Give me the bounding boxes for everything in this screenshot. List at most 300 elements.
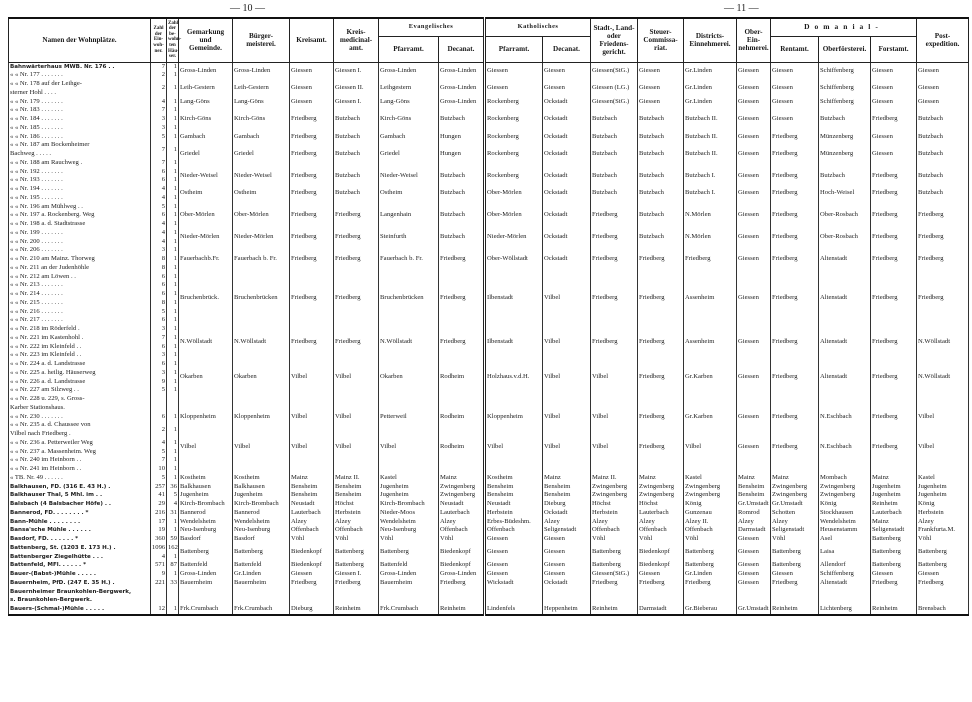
kath-pfarramt-cell: Neustadt: [485, 500, 543, 509]
haeuser-count: 5: [167, 491, 179, 500]
kreisamt-cell: Vilbel: [290, 421, 334, 474]
header-gemarkung: Gemarkung und Gemeinde.: [179, 18, 233, 62]
gemarkung-cell: Frk.Crumbach: [179, 605, 233, 615]
wohnplatz-name: Bauers-(Schmal-)Mühle . . . . .: [9, 605, 151, 615]
districts-einnehmerei-cell: Gr.Karben: [684, 360, 737, 395]
header-rentamt: Rentamt.: [771, 36, 819, 62]
gericht-cell: Friedberg: [591, 325, 638, 360]
einwohner-count: 4: [151, 238, 167, 247]
ober-einnehmerei-cell: Giessen: [737, 229, 771, 247]
ev-pfarramt-cell: Nieder-Moos: [379, 509, 439, 518]
kath-pfarramt-cell: Ober-Mörlen: [485, 185, 543, 203]
wohnplatz-name: « « Nr. 188 am Rauchweg .: [9, 159, 151, 168]
haeuser-count: 1: [167, 465, 179, 474]
gemarkung-cell: Battenberg: [179, 544, 233, 562]
kreismedicinalamt-cell: Butzbach: [334, 106, 379, 132]
gericht-cell: Butzbach: [591, 185, 638, 203]
einwohner-count: 4: [151, 553, 167, 562]
header-districts: Districts- Einnehmerei.: [684, 18, 737, 62]
districts-einnehmerei-cell: Butzbach II.: [684, 106, 737, 132]
ev-pfarramt-cell: [379, 588, 439, 606]
wohnplatz-name: « « Nr. 206 . . . . . . .: [9, 246, 151, 255]
haeuser-count: 1: [167, 168, 179, 177]
rentamt-cell: Battenberg: [771, 561, 819, 570]
einwohner-count: 4: [151, 98, 167, 107]
rentamt-cell: Friedberg: [771, 421, 819, 474]
buergermeisterei-cell: Vilbel: [233, 421, 290, 474]
gericht-cell: Zwingenberg: [591, 491, 638, 500]
steuer-commissariat-cell: Zwingenberg: [638, 491, 684, 500]
gemarkung-cell: Bruchenbrück.: [179, 273, 233, 326]
wohnplatz-name: Basdorf, FD. . . . . . . *: [9, 535, 151, 544]
ober-einnehmerei-cell: Bensheim: [737, 483, 771, 492]
kreisamt-cell: Lauterbach: [290, 509, 334, 518]
header-kath-decanat: Decanat.: [543, 36, 591, 62]
ev-decanat-cell: Butzbach: [439, 185, 485, 203]
kath-decanat-cell: Ockstadt: [543, 579, 591, 588]
gericht-cell: Friedberg: [591, 203, 638, 229]
einwohner-count: 8: [151, 299, 167, 308]
forstamt-cell: Friedberg: [871, 273, 917, 326]
buergermeisterei-cell: Gross-Linden: [233, 62, 290, 80]
einwohner-count: 7: [151, 334, 167, 343]
districts-einnehmerei-cell: Butzbach I.: [684, 185, 737, 203]
kath-decanat-cell: Vilbel: [543, 273, 591, 326]
ev-pfarramt-cell: Bruchenbrücken: [379, 273, 439, 326]
oberfoersterei-cell: Münzenberg: [819, 141, 871, 167]
oberfoersterei-cell: [819, 588, 871, 606]
gericht-cell: Friedberg: [591, 229, 638, 247]
gemarkung-cell: Okarben: [179, 360, 233, 395]
wohnplatz-name: « « Nr. 216 . . . . . . .: [9, 308, 151, 317]
table-row: [9, 518, 969, 527]
einwohner-count: 19: [151, 526, 167, 535]
kath-decanat-cell: Dieburg: [543, 500, 591, 509]
kath-pfarramt-cell: Kostheim: [485, 474, 543, 483]
kreisamt-cell: Vilbel: [290, 360, 334, 395]
kath-decanat-cell: Giessen: [543, 570, 591, 579]
buergermeisterei-cell: Kirch-Brombach: [233, 500, 290, 509]
haeuser-count: [167, 588, 179, 606]
forstamt-cell: Giessen: [871, 80, 917, 98]
table-row: [9, 168, 969, 177]
kreisamt-cell: Offenbach: [290, 526, 334, 535]
kath-pfarramt-cell: Rockenberg: [485, 141, 543, 167]
gemarkung-cell: N.Wöllstadt: [179, 325, 233, 360]
kath-decanat-cell: Ockstadt: [543, 141, 591, 167]
gemarkung-cell: Fauerbachb.Fr.: [179, 246, 233, 272]
ev-decanat-cell: [439, 588, 485, 606]
kath-decanat-cell: Ockstadt: [543, 185, 591, 203]
ober-einnehmerei-cell: Romrod: [737, 509, 771, 518]
wohnplatz-name: « « Nr. 177 . . . . . . .: [9, 71, 151, 80]
postexpedition-cell: Vilbel: [917, 421, 969, 474]
gemarkung-cell: Griedel: [179, 141, 233, 167]
wohnplatz-name: « « Nr. 200 . . . . . . .: [9, 238, 151, 247]
districts-einnehmerei-cell: Gr.Karben: [684, 413, 737, 422]
table-row: [9, 413, 969, 422]
districts-einnehmerei-cell: Friedberg: [684, 579, 737, 588]
haeuser-count: 1: [167, 246, 179, 255]
wohnplatz-name: « TB. Nr. 49 . . . . . .: [9, 474, 151, 483]
wohnplatz-name: « « Nr. 196 am Mühlweg . .: [9, 203, 151, 212]
gemarkung-cell: Nieder-Mörlen: [179, 229, 233, 247]
haeuser-count: 1: [167, 133, 179, 142]
header-ev-decanat: Decanat.: [439, 36, 485, 62]
postexpedition-cell: Herbstein: [917, 509, 969, 518]
postexpedition-cell: Friedberg: [917, 203, 969, 229]
table-row: [9, 395, 969, 413]
rentamt-cell: Giessen: [771, 80, 819, 98]
kreisamt-cell: Neustadt: [290, 500, 334, 509]
ober-einnehmerei-cell: Giessen: [737, 325, 771, 360]
einwohner-count: 221: [151, 579, 167, 588]
ober-einnehmerei-cell: Gr.Umstadt: [737, 605, 771, 615]
kath-decanat-cell: [543, 588, 591, 606]
header-katholisches: Katholisches: [485, 18, 591, 36]
postexpedition-cell: Giessen: [917, 570, 969, 579]
steuer-commissariat-cell: Giessen: [638, 62, 684, 80]
table-row: [9, 98, 969, 107]
header-forstamt: Forstamt.: [871, 36, 917, 62]
oberfoersterei-cell: Mombach: [819, 474, 871, 483]
haeuser-count: 1: [167, 290, 179, 299]
districts-einnehmerei-cell: Gr.Bieberau: [684, 605, 737, 615]
buergermeisterei-cell: Kirch-Göns: [233, 106, 290, 132]
wohnplatz-name: « « Nr. 221 im Kastenhohl .: [9, 334, 151, 343]
einwohner-count: 8: [151, 255, 167, 264]
ev-pfarramt-cell: N.Wöllstadt: [379, 325, 439, 360]
haeuser-count: 1: [167, 299, 179, 308]
table-row: [9, 491, 969, 500]
ev-decanat-cell: Zwingenberg: [439, 483, 485, 492]
gemarkung-cell: Gross-Linden: [179, 62, 233, 80]
oberfoersterei-cell: Altenstadt: [819, 579, 871, 588]
ev-decanat-cell: Friedberg: [439, 273, 485, 326]
kath-decanat-cell: Ockstadt: [543, 203, 591, 229]
kreisamt-cell: Friedberg: [290, 325, 334, 360]
wohnplatz-name: Balkhausen, FD. (316 E. 43 H.) .: [9, 483, 151, 492]
forstamt-cell: Jugenheim: [871, 491, 917, 500]
wohnplatz-name: « « Nr. 195 . . . . . . .: [9, 194, 151, 203]
header-kreisamt: Kreisamt.: [290, 18, 334, 62]
gemarkung-cell: Balkhausen: [179, 483, 233, 492]
rentamt-cell: Zwingenberg: [771, 483, 819, 492]
steuer-commissariat-cell: Friedberg: [638, 246, 684, 272]
forstamt-cell: Mainz: [871, 474, 917, 483]
ev-pfarramt-cell: Battenberg: [379, 544, 439, 562]
kreisamt-cell: Giessen: [290, 80, 334, 98]
gericht-cell: Butzbach: [591, 133, 638, 142]
kath-pfarramt-cell: Lindenfels: [485, 605, 543, 615]
einwohner-count: 7: [151, 106, 167, 115]
ober-einnehmerei-cell: Darmstadt: [737, 526, 771, 535]
ev-pfarramt-cell: Gambach: [379, 133, 439, 142]
ev-pfarramt-cell: Lang-Göns: [379, 98, 439, 107]
kreismedicinalamt-cell: Vöhl: [334, 535, 379, 544]
gemarkung-cell: Basdorf: [179, 535, 233, 544]
kreismedicinalamt-cell: Vilbel: [334, 360, 379, 395]
haeuser-count: 1: [167, 378, 179, 387]
kreisamt-cell: Vilbel: [290, 413, 334, 422]
steuer-commissariat-cell: Lauterbach: [638, 509, 684, 518]
ober-einnehmerei-cell: Giessen: [737, 544, 771, 562]
rentamt-cell: Giessen: [771, 570, 819, 579]
wohnplatz-name: « « Nr. 210 am Mainz. Thorweg: [9, 255, 151, 264]
ev-pfarramt-cell: Steinfurth: [379, 229, 439, 247]
gericht-cell: Reinheim: [591, 605, 638, 615]
rentamt-cell: Friedberg: [771, 413, 819, 422]
header-name: Namen der Wohnplätze.: [9, 18, 151, 62]
ev-decanat-cell: Friedberg: [439, 579, 485, 588]
gericht-cell: Giessen (LG.): [591, 80, 638, 98]
kreisamt-cell: Friedberg: [290, 133, 334, 142]
kath-pfarramt-cell: Herbstein: [485, 509, 543, 518]
einwohner-count: 216: [151, 509, 167, 518]
postexpedition-cell: Butzbach: [917, 106, 969, 132]
forstamt-cell: Mainz: [871, 518, 917, 527]
kreisamt-cell: Biedenkopf: [290, 561, 334, 570]
haeuser-count: 1: [167, 386, 179, 395]
steuer-commissariat-cell: Giessen: [638, 80, 684, 98]
einwohner-count: 41: [151, 491, 167, 500]
steuer-commissariat-cell: Giessen: [638, 98, 684, 107]
einwohner-count: 1096: [152, 543, 166, 551]
buergermeisterei-cell: Balkhausen: [233, 483, 290, 492]
buergermeisterei-cell: Gr.Linden: [233, 570, 290, 579]
kath-pfarramt-cell: Holzhaus.v.d.H.: [485, 360, 543, 395]
postexpedition-cell: [917, 588, 969, 606]
kreisamt-cell: Giessen: [290, 570, 334, 579]
kreisamt-cell: Friedberg: [290, 141, 334, 167]
districts-einnehmerei-cell: N.Mörlen: [684, 229, 737, 247]
haeuser-count: 1: [167, 124, 179, 133]
einwohner-count: 6: [151, 168, 167, 177]
einwohner-count: 7: [151, 159, 167, 168]
wohnplatz-name: « « Nr. 226 a. d. Landstrasse: [9, 378, 151, 387]
table-row: [9, 544, 969, 553]
postexpedition-cell: Butzbach: [917, 133, 969, 142]
forstamt-cell: Lauterbach: [871, 509, 917, 518]
forstamt-cell: Friedberg: [871, 413, 917, 422]
postexpedition-cell: Friedberg: [917, 579, 969, 588]
steuer-commissariat-cell: Friedberg: [638, 413, 684, 422]
steuer-commissariat-cell: [638, 588, 684, 606]
einwohner-count: 2: [151, 421, 167, 439]
haeuser-count: 1: [167, 325, 179, 334]
districts-einnehmerei-cell: Gunzenau: [684, 509, 737, 518]
steuer-commissariat-cell: Butzbach: [638, 229, 684, 247]
kreismedicinalamt-cell: Butzbach: [334, 168, 379, 186]
haeuser-count: 1: [167, 456, 179, 465]
haeuser-count: 1: [167, 351, 179, 360]
kreisamt-cell: Friedberg: [290, 246, 334, 272]
einwohner-count: 4: [151, 185, 167, 194]
kreismedicinalamt-cell: Giessen I.: [334, 570, 379, 579]
buergermeisterei-cell: Basdorf: [233, 535, 290, 544]
forstamt-cell: Friedberg: [871, 185, 917, 203]
haeuser-count: 1: [167, 421, 179, 439]
oberfoersterei-cell: Wendelsheim: [819, 518, 871, 527]
page-number-right: — 11 —: [724, 3, 759, 14]
ev-pfarramt-cell: Kirch-Göns: [379, 106, 439, 132]
ev-pfarramt-cell: Vilbel: [379, 421, 439, 474]
districts-einnehmerei-cell: Alzey II.: [684, 518, 737, 527]
wohnplatz-name: Battenberg, St. (1203 E. 173 H.) .: [9, 544, 151, 553]
buergermeisterei-cell: Kostheim: [233, 474, 290, 483]
rentamt-cell: Friedberg: [771, 360, 819, 395]
wohnplatz-name: Bahnwärterhaus MWB. Nr. 176 . .: [9, 62, 151, 71]
ev-decanat-cell: Butzbach: [439, 106, 485, 132]
postexpedition-cell: König: [917, 500, 969, 509]
kath-pfarramt-cell: Kloppenheim: [485, 413, 543, 422]
gemarkung-cell: [179, 588, 233, 606]
oberfoersterei-cell: Heusenstamm: [819, 526, 871, 535]
forstamt-cell: Jugenheim: [871, 483, 917, 492]
ev-pfarramt-cell: Vöhl: [379, 535, 439, 544]
kreismedicinalamt-cell: Reinheim: [334, 605, 379, 615]
table-row: [9, 133, 969, 142]
forstamt-cell: Giessen: [871, 570, 917, 579]
forstamt-cell: Friedberg: [871, 246, 917, 272]
haeuser-count: 1: [167, 273, 179, 282]
ev-pfarramt-cell: Langenhain: [379, 203, 439, 229]
ober-einnehmerei-cell: Giessen: [737, 246, 771, 272]
forstamt-cell: Battenberg: [871, 544, 917, 562]
kath-pfarramt-cell: Ober-Wöllstadt: [485, 246, 543, 272]
buergermeisterei-cell: Battenfeld: [233, 561, 290, 570]
table-row: [9, 106, 969, 115]
kath-decanat-cell: Vilbel: [543, 421, 591, 474]
einwohner-count: 5: [151, 386, 167, 395]
kreismedicinalamt-cell: Battenberg: [334, 544, 379, 562]
ober-einnehmerei-cell: Bensheim: [737, 491, 771, 500]
haeuser-count: [167, 395, 179, 413]
haeuser-count: 1: [167, 141, 179, 159]
table-row: [9, 474, 969, 483]
steuer-commissariat-cell: Butzbach: [638, 133, 684, 142]
kreisamt-cell: Mainz: [290, 474, 334, 483]
gericht-cell: Giessen(StG.): [591, 570, 638, 579]
wohnplatz-name: « « Nr. 241 im Heinborn . .: [9, 465, 151, 474]
kath-decanat-cell: Ockstadt: [543, 133, 591, 142]
oberfoersterei-cell: Butzbach: [819, 168, 871, 186]
table-row: [9, 509, 969, 518]
haeuser-count: 1: [167, 80, 179, 98]
einwohner-count: 29: [151, 500, 167, 509]
wohnplatz-name: « « Nr. 237 a. Massenheim. Weg: [9, 448, 151, 457]
ev-decanat-cell: Gross-Linden: [439, 98, 485, 107]
haeuser-count: 33: [167, 579, 179, 588]
einwohner-count: 3: [151, 369, 167, 378]
kath-decanat-cell: Giessen: [543, 80, 591, 98]
einwohner-count: 5: [151, 448, 167, 457]
kreismedicinalamt-cell: Friedberg: [334, 246, 379, 272]
oberfoersterei-cell: Stockhausen: [819, 509, 871, 518]
einwohner-count: 571: [151, 561, 167, 570]
gericht-cell: Butzbach: [591, 141, 638, 167]
ober-einnehmerei-cell: Giessen: [737, 579, 771, 588]
einwohner-count: 6: [151, 343, 167, 352]
postexpedition-cell: Butzbach: [917, 168, 969, 186]
oberfoersterei-cell: Zwingenberg: [819, 491, 871, 500]
steuer-commissariat-cell: Butzbach: [638, 106, 684, 132]
table-row: [9, 605, 969, 615]
kath-pfarramt-cell: Ilbenstadt: [485, 325, 543, 360]
ev-decanat-cell: Alzey: [439, 518, 485, 527]
table-row: [9, 579, 969, 588]
wohnplatz-name: « « Nr. 185 . . . . . . .: [9, 124, 151, 133]
haeuser-count: 1: [167, 553, 179, 562]
wohnplatz-name: « « Nr. 197 a. Rockenberg. Weg: [9, 211, 151, 220]
gemarkung-cell: Bannerod: [179, 509, 233, 518]
kath-pfarramt-cell: Nieder-Mörlen: [485, 229, 543, 247]
buergermeisterei-cell: Ober-Mörlen: [233, 203, 290, 229]
postexpedition-cell: Friedberg: [917, 229, 969, 247]
ev-decanat-cell: Butzbach: [439, 203, 485, 229]
kath-decanat-cell: Vilbel: [543, 360, 591, 395]
kath-pfarramt-cell: [485, 395, 543, 413]
buergermeisterei-cell: Frk.Crumbach: [233, 605, 290, 615]
kreismedicinalamt-cell: Giessen II.: [334, 80, 379, 98]
einwohner-count: 257: [151, 483, 167, 492]
einwohner-count: 7: [151, 456, 167, 465]
oberfoersterei-cell: Altenstadt: [819, 246, 871, 272]
ev-decanat-cell: Gross-Linden: [439, 62, 485, 80]
districts-einnehmerei-cell: Assenheim: [684, 273, 737, 326]
ev-decanat-cell: Zwingenberg: [439, 491, 485, 500]
ober-einnehmerei-cell: Gr.Umstadt: [738, 500, 769, 507]
haeuser-count: 4: [167, 500, 179, 509]
ev-decanat-cell: Hungen: [439, 133, 485, 142]
steuer-commissariat-cell: Friedberg: [638, 360, 684, 395]
gemarkung-cell: Kloppenheim: [179, 413, 233, 422]
kreismedicinalamt-cell: Friedberg: [334, 229, 379, 247]
buergermeisterei-cell: Griedel: [233, 141, 290, 167]
wohnplatz-name: « « Nr. 178 auf der Leihge- sterner Hohl . . . .: [9, 80, 151, 98]
forstamt-cell: Reinheim: [871, 500, 917, 509]
rentamt-cell: Friedberg: [771, 168, 819, 186]
wohnplatz-name: « « Nr. 214 . . . . . . .: [9, 290, 151, 299]
wohnplatz-name: « « Nr. 198 a. d. Stadtstrasse: [9, 220, 151, 229]
table-row: [9, 483, 969, 492]
kreismedicinalamt-cell: Butzbach: [334, 133, 379, 142]
wohnplatz-name: Battenberger Ziegelhütte . . .: [9, 553, 151, 562]
wohnplatz-name: Bauernheim, PfD. (247 E. 35 H.) .: [9, 579, 151, 588]
steuer-commissariat-cell: Höchst: [638, 500, 684, 509]
gericht-cell: Butzbach: [591, 168, 638, 186]
haeuser-count: 1: [167, 518, 179, 527]
kreismedicinalamt-cell: [334, 395, 379, 413]
forstamt-cell: Seligenstadt: [871, 526, 917, 535]
oberfoersterei-cell: Allendorf: [819, 561, 871, 570]
ober-einnehmerei-cell: [737, 588, 771, 606]
table-row: [9, 229, 969, 238]
ev-decanat-cell: Rodheim: [439, 421, 485, 474]
gericht-cell: Giessen(StG.): [591, 98, 638, 107]
rentamt-cell: Alzey: [771, 518, 819, 527]
postexpedition-cell: Friedberg: [917, 273, 969, 326]
wohnplatz-name: « « Nr. 212 am Löwen . .: [9, 273, 151, 282]
ev-pfarramt-cell: Jugenheim: [379, 491, 439, 500]
page-number-left: — 10 —: [230, 3, 265, 14]
kath-decanat-cell: Ockstadt: [543, 168, 591, 186]
header-oberfoersterei: Oberförsterei.: [819, 36, 871, 62]
haeuser-count: 1: [167, 203, 179, 212]
kath-decanat-cell: Ockstadt: [543, 106, 591, 132]
header-ev-pfarramt: Pfarramt.: [379, 36, 439, 62]
haeuser-count: 1: [167, 369, 179, 378]
